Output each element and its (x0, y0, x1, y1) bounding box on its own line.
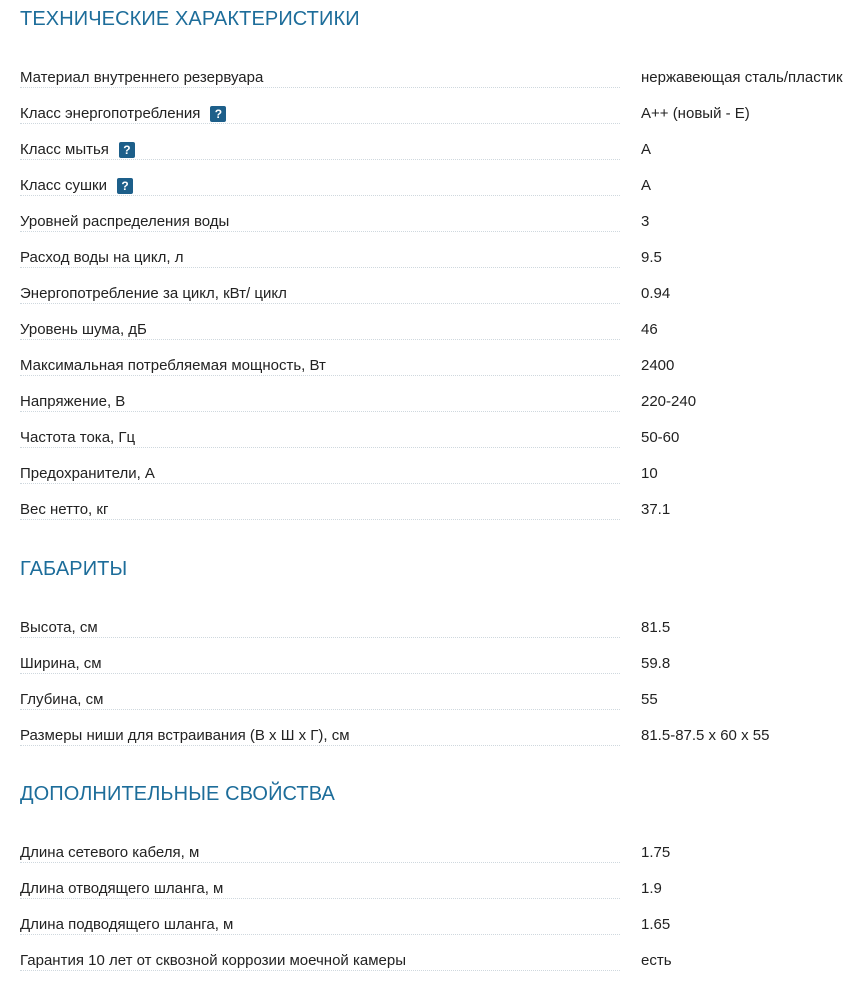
spec-label-text: Материал внутреннего резервуара (20, 69, 264, 86)
spec-row (20, 96, 865, 132)
spec-label (20, 916, 239, 934)
dotted-leader (20, 159, 620, 160)
spec-row (20, 871, 865, 907)
spec-value: 37.1 (641, 501, 671, 518)
spec-label (20, 465, 161, 483)
dotted-leader (20, 411, 620, 412)
spec-row (20, 276, 865, 312)
spec-label (20, 249, 189, 267)
spec-value: 1.65 (641, 916, 671, 933)
spec-label (20, 727, 356, 745)
section-title-technical: ТЕХНИЧЕСКИЕ ХАРАКТЕРИСТИКИ (20, 8, 360, 30)
spec-row (20, 384, 865, 420)
dotted-leader (20, 267, 620, 268)
spec-value: 55 (641, 691, 658, 708)
section-dimensions (20, 557, 865, 754)
spec-label (20, 655, 108, 673)
spec-row (20, 682, 865, 718)
spec-label (20, 844, 205, 862)
spec-label-text: Частота тока, Гц (20, 429, 136, 446)
spec-value: 1.9 (641, 880, 662, 897)
dotted-leader (20, 123, 620, 124)
spec-row (20, 348, 865, 384)
dotted-leader (20, 375, 620, 376)
spec-row (20, 718, 865, 754)
dotted-leader (20, 339, 620, 340)
spec-label-text: Размеры ниши для встраивания (В х Ш х Г), см (20, 727, 350, 744)
spec-value: 3 (641, 213, 650, 230)
spec-label-text: Уровней распределения воды (20, 213, 230, 230)
spec-label (20, 501, 114, 519)
spec-row (20, 492, 865, 528)
spec-value: 9.5 (641, 249, 662, 266)
spec-value: 1.75 (641, 844, 671, 861)
spec-label (20, 393, 131, 411)
spec-label-text: Ширина, см (20, 655, 102, 672)
spec-row (20, 168, 865, 204)
spec-row (20, 907, 865, 943)
spec-label (20, 177, 139, 195)
section-additional (20, 782, 865, 979)
dotted-leader (20, 303, 620, 304)
spec-row (20, 312, 865, 348)
spec-list (20, 610, 865, 754)
question-mark-icon[interactable]: ? (210, 106, 226, 122)
spec-label-text: Вес нетто, кг (20, 501, 109, 518)
spec-label-text: Напряжение, В (20, 393, 126, 410)
spec-label-text: Класс мытья (20, 141, 109, 158)
spec-value: 0.94 (641, 285, 671, 302)
question-mark-icon[interactable]: ? (119, 142, 135, 158)
dotted-leader (20, 745, 620, 746)
spec-label (20, 952, 412, 970)
spec-value: 59.8 (641, 655, 671, 672)
section-title-dimensions: ГАБАРИТЫ (20, 558, 128, 580)
dotted-leader (20, 673, 620, 674)
dotted-leader (20, 519, 620, 520)
spec-label-text: Класс энергопотребления (20, 105, 201, 122)
question-mark-icon[interactable]: ? (117, 178, 133, 194)
spec-label (20, 141, 141, 159)
dotted-leader (20, 637, 620, 638)
spec-row (20, 610, 865, 646)
spec-row (20, 240, 865, 276)
dotted-leader (20, 862, 620, 863)
spec-label-text: Максимальная потребляемая мощность, Вт (20, 357, 326, 374)
spec-label-text: Энергопотребление за цикл, кВт/ цикл (20, 285, 287, 302)
spec-value: 220-240 (641, 393, 697, 410)
dotted-leader (20, 195, 620, 196)
spec-value: 10 (641, 465, 658, 482)
spec-label-text: Уровень шума, дБ (20, 321, 147, 338)
spec-label-text: Длина отводящего шланга, м (20, 880, 224, 897)
spec-label (20, 213, 235, 231)
spec-value: 81.5-87.5 x 60 x 55 (641, 727, 770, 744)
section-technical (20, 7, 865, 528)
spec-label-text: Длина сетевого кабеля, м (20, 844, 200, 861)
section-title-additional: ДОПОЛНИТЕЛЬНЫЕ СВОЙСТВА (20, 783, 335, 805)
spec-label-text: Предохранители, А (20, 465, 155, 482)
spec-label (20, 321, 153, 339)
spec-label (20, 429, 141, 447)
spec-row (20, 60, 865, 96)
spec-value: 2400 (641, 357, 675, 374)
dotted-leader (20, 934, 620, 935)
spec-label (20, 105, 232, 123)
spec-label-text: Расход воды на цикл, л (20, 249, 184, 266)
spec-row (20, 835, 865, 871)
spec-value: нержавеющая сталь/пластик (641, 69, 843, 86)
dotted-leader (20, 447, 620, 448)
spec-label-text: Высота, см (20, 619, 98, 636)
dotted-leader (20, 898, 620, 899)
dotted-leader (20, 709, 620, 710)
spec-value: 46 (641, 321, 658, 338)
spec-label (20, 619, 104, 637)
spec-label-text: Глубина, см (20, 691, 104, 708)
spec-row (20, 204, 865, 240)
spec-value: A (641, 177, 652, 194)
spec-label (20, 285, 293, 303)
spec-label-text: Длина подводящего шланга, м (20, 916, 234, 933)
spec-label (20, 69, 269, 87)
spec-value: A++ (новый - E) (641, 105, 750, 122)
spec-row (20, 646, 865, 682)
spec-label (20, 880, 229, 898)
spec-row (20, 943, 865, 979)
spec-row (20, 420, 865, 456)
dotted-leader (20, 970, 620, 971)
spec-list (20, 60, 865, 528)
spec-value: 81.5 (641, 619, 671, 636)
dotted-leader (20, 231, 620, 232)
spec-value: 50-60 (641, 429, 680, 446)
spec-label (20, 691, 109, 709)
dotted-leader (20, 87, 620, 88)
spec-label-text: Класс сушки (20, 177, 107, 194)
spec-label (20, 357, 332, 375)
dotted-leader (20, 483, 620, 484)
spec-value: A (641, 141, 652, 158)
spec-label-text: Гарантия 10 лет от сквозной коррозии моечной камеры (20, 952, 406, 969)
spec-value: есть (641, 952, 672, 969)
spec-row (20, 132, 865, 168)
spec-row (20, 456, 865, 492)
spec-list (20, 835, 865, 979)
